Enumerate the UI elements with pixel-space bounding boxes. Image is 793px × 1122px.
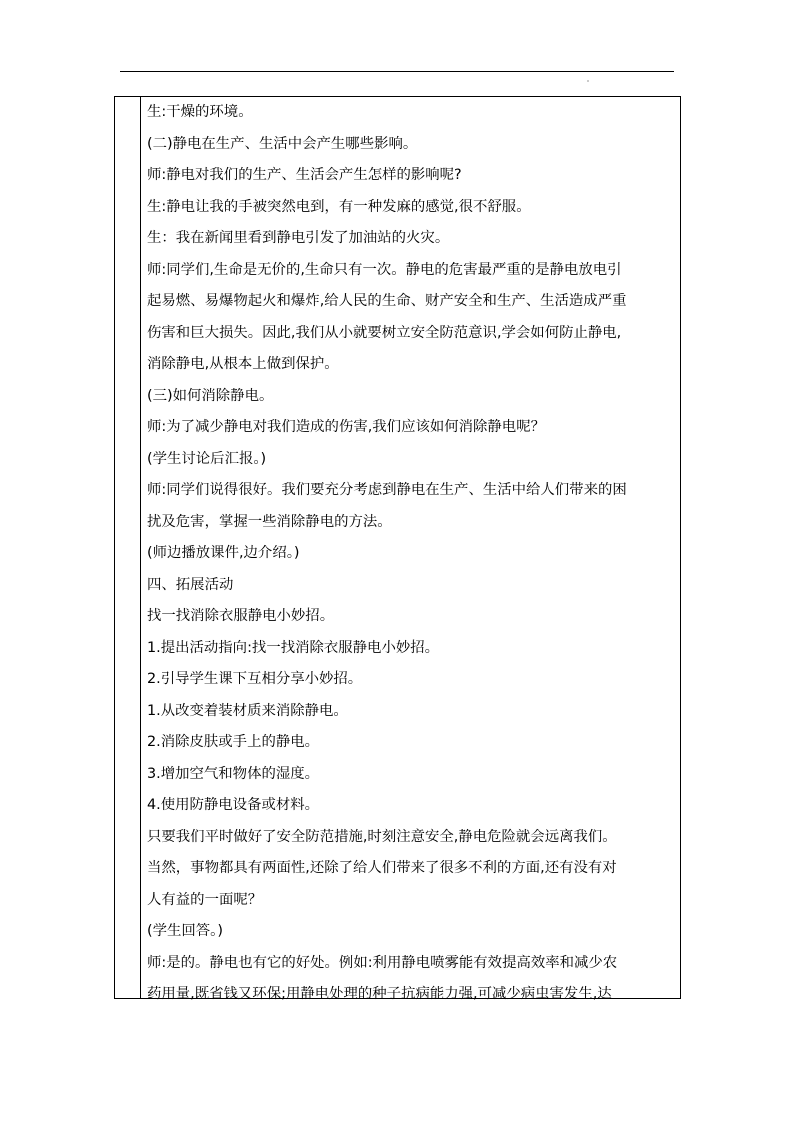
text-line: 扰及危害，掌握一些消除静电的方法。 <box>147 513 392 530</box>
text-line: 生：我在新闻里看到静电引发了加油站的火灾。 <box>147 230 450 246</box>
text-line: (师边播放课件,边介绍。) <box>147 545 300 561</box>
text-line: 师:为了减少静电对我们造成的伤害,我们应该如何消除静电呢？ <box>147 419 545 435</box>
list-item: 4.使用防静电设备或材料。 <box>147 797 320 813</box>
section-heading: 四、拓展活动 <box>147 576 234 593</box>
lesson-table <box>114 96 681 1002</box>
text-line: 生:静电让我的手被突然电到，有一种发麻的感觉,很不舒服。 <box>147 198 531 215</box>
lesson-content-cell <box>147 97 677 1011</box>
list-item: 1.提出活动指向:找一找消除衣服静电小妙招。 <box>147 639 440 656</box>
text-line: 药用量,既省钱又环保;用静电处理的种子抗病能力强,可减少病虫害发生,达 <box>147 986 612 1002</box>
header-rule <box>120 71 674 72</box>
left-column-cell <box>115 97 141 998</box>
text-line: 师:是的。静电也有它的好处。例如:利用静电喷雾能有效提高效率和减少农 <box>147 954 618 971</box>
text-line: 人有益的一面呢？ <box>147 891 263 908</box>
list-item: 2.消除皮肤或手上的静电。 <box>147 734 320 750</box>
text-line: (学生回答。) <box>147 923 223 939</box>
header-mark <box>587 80 589 82</box>
text-line: (学生讨论后汇报。) <box>147 450 267 467</box>
text-line: 当然，事物都具有两面性,还除了给人们带来了很多不利的方面,还有没有对 <box>147 860 617 876</box>
list-item: 2.引导学生课下互相分享小妙招。 <box>147 671 363 687</box>
text-line: 找一找消除衣服静电小妙招。 <box>147 608 335 624</box>
text-line: 师:静电对我们的生产、生活会产生怎样的影响呢? <box>147 167 462 183</box>
section-heading: (二)静电在生产、生活中会产生哪些影响。 <box>147 135 418 152</box>
section-heading: (三)如何消除静电。 <box>147 387 274 404</box>
text-line: 只要我们平时做好了安全防范措施,时刻注意安全,静电危险就会远离我们。 <box>147 828 617 845</box>
text-line: 伤害和巨大损失。因此,我们从小就要树立安全防范意识,学会如何防止静电, <box>147 324 622 341</box>
list-item: 1.从改变着装材质来消除静电。 <box>147 702 348 719</box>
text-line: 消除静电,从根本上做到保护。 <box>147 356 339 372</box>
text-line: 生:干燥的环境。 <box>147 104 253 120</box>
text-line: 师:同学们,生命是无价的,生命只有一次。静电的危害最严重的是静电放电引 <box>147 261 622 278</box>
list-item: 3.增加空气和物体的湿度。 <box>147 765 320 782</box>
text-line: 起易燃、易爆物起火和爆炸,给人民的生命、财产安全和生产、生活造成严重 <box>147 293 627 309</box>
text-line: 师:同学们说得很好。我们要充分考虑到静电在生产、生活中给人们带来的困 <box>147 482 627 498</box>
